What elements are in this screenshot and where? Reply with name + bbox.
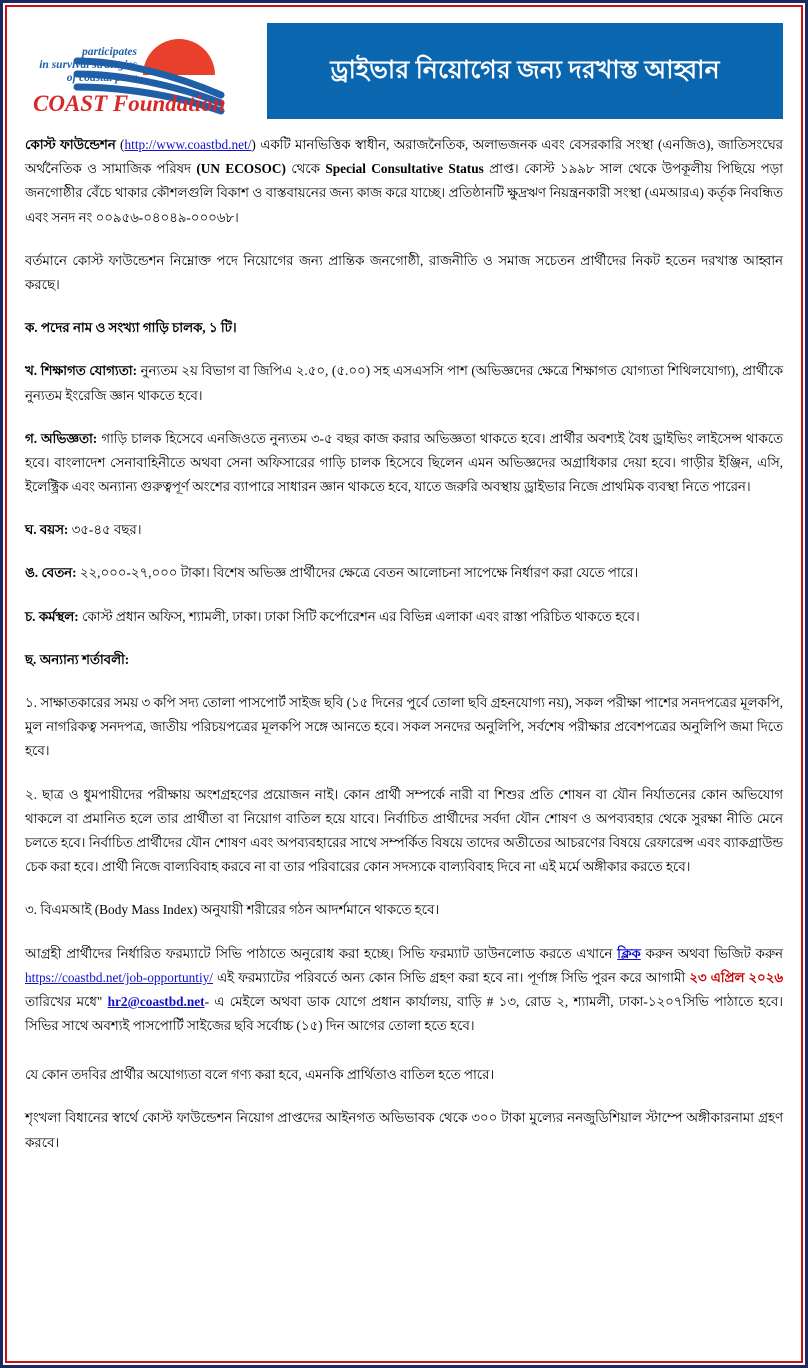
section-kha	[25, 359, 783, 407]
section-ga-label: গ. অভিজ্ঞতা:	[25, 430, 98, 446]
other-conditions-heading: ছ. অন্যান্য শর্তাবলী:	[25, 651, 130, 667]
spacer	[25, 1051, 783, 1063]
hr-email-link[interactable]: hr2@coastbd.net	[107, 993, 205, 1009]
logo-tagline-line3: of coastal poor	[66, 72, 137, 84]
logo-tagline-line2: in survival strategies	[39, 59, 137, 71]
condition-item-3-suffix: অনুযায়ী শরীরের গঠন আদর্শমানে থাকতে হবে।	[197, 902, 440, 918]
banner-title: ড্রাইভার নিয়োগের জন্য দরখাস্ত আহ্বান	[330, 57, 720, 84]
logo-tagline-line1: participates	[82, 46, 137, 58]
condition-item-3	[25, 898, 783, 922]
website-link[interactable]: http://www.coastbd.net/	[124, 137, 252, 152]
document-header	[25, 23, 783, 119]
application-text-a: আগ্রহী প্রার্থীদের নির্ধারিত ফরম্যাটে সিভি পাঠাতে অনুরোধ করা হচ্ছে। সিভি ফরম্যাট ডাউনলোড করতে এখানে	[25, 945, 618, 961]
intro-second-paragraph: বর্তমানে কোস্ট ফাউন্ডেশন নিম্নোক্ত পদে নিয়োগের জন্য প্রান্তিক জনগোষ্ঠী, রাজনীতি ও সমাজ সচেতন প্রার্থীদের নিকট হতেন দরখাস্ত আহ্বান করছে।	[25, 252, 783, 292]
section-ka-body: গাড়ি চালক, ১ টি।	[139, 320, 237, 336]
section-gha-body: ৩৫-৪৫ বছর।	[68, 522, 142, 538]
cv-format-download-link[interactable]: ক্লিক	[617, 945, 641, 961]
application-text-d: তারিখের মধে"	[25, 993, 108, 1009]
header-banner	[267, 23, 783, 119]
org-name: কোস্ট ফাউন্ডেশন	[25, 137, 116, 152]
condition-item-1: ১. সাক্ষাতকারের সময় ৩ কপি সদ্য তোলা পাসপোর্ট সাইজ ছবি (১৫ দিনের পুর্বে তোলা ছবি গ্রহনযোগ্য নয়), সকল পরীক্ষা পাশের সনদপত্রের মূলকপি, মুল নাগরিকত্ব সনদপত্র, জাতীয় পরিচয়পত্রের মূলকপি সঙ্গে আনতে হবে। সকল সনদের অনুলিপি, সর্বশেষ পরীক্ষার প্রবেশপত্রের অনুলিপি জমা দিতে হবে।	[25, 695, 783, 759]
coast-foundation-logo	[25, 23, 263, 119]
section-cha-label: চ. কর্মস্থল:	[25, 608, 79, 624]
section-ka	[25, 316, 783, 340]
footer-paragraph-1: যে কোন তদবির প্রার্থীর অযোগ্যতা বলে গণ্য করা হবে, এমনকি প্রার্থিতাও বাতিল হতে পারে।	[25, 1067, 495, 1083]
job-opportunity-url-link[interactable]: https://coastbd.net/job-opportuntiy/	[25, 969, 213, 985]
section-cha-body: কোস্ট প্রধান অফিস, শ্যামলী, ঢাকা। ঢাকা সিটি কর্পোরেশন এর বিভিন্ন এলাকা এবং রাস্তা পরিচিত থাকতে হবে।	[78, 608, 640, 624]
section-ga-body: গাড়ি চালক হিসেবে এনজিওতে নুন্যতম ৩-৫ বছর কাজ করার অভিজ্ঞতা থাকতে হবে। প্রার্থীর অবশ্যই বৈধ ড্রাইভিং লাইসেন্স থাকতে হবে। বাংলাদেশ সেনাবাহিনীতে অথবা সেনা অফিসারের গাড়ি চালক হিসেবে ছিলেন এমন অভিজ্ঞদের অগ্রাধিকার দেয়া হবে। গাড়ীর ইঞ্জিন, এসি, ইলেক্ট্রিক এবং অন্যান্য গুরুত্বপূর্ণ অংশের ব্যাপারে সাধারন জ্ঞান থাকতে হবে, যাতে জরুরি অবস্থায় ড্রাইভার নিজে প্রাথমিক ব্যবস্থা নিতে পারেন।	[25, 430, 784, 495]
section-ga	[25, 427, 783, 500]
section-gha	[25, 518, 783, 542]
un-ecosoc-label: (UN ECOSOC)	[196, 161, 286, 177]
section-kha-body: নুন্যতম ২য় বিভাগ বা জিপিএ ২.৫০, (৫.০০) সহ এসএসসি পাশ (অভিজ্ঞদের ক্ষেত্রে শিক্ষাগত যোগ্যতা শিথিলযোগ্য), প্রার্থীকে নুন্যতম ইংরেজি জ্ঞান থাকতে হবে।	[25, 363, 783, 403]
condition-item-2: ২. ছাত্র ও ধুমপায়ীদের পরীক্ষায় অংশগ্রহণের প্রয়োজন নাই। কোন প্রার্থী সম্পর্কে নারী বা শিশুর প্রতি শোষন বা যৌন নির্যাতনের কোন অভিযোগ থাকলে বা প্রমানিত হলে তার প্রার্থীতা বা নিয়োগ বাতিল হয়ে যাবে। নির্বাচিত প্রার্থীদের সর্বদা যৌন শোষণ ও অপব্যবহার থেকে সুরক্ষা নীতি মেনে চলতে হবে। নির্বাচিত প্রার্থীদের যৌন শোষণ এবং অপব্যবহারের সাথে সম্পর্কিত বিষয়ে তাদের অতীতের আচরণের বিষয়ে রেফারেন্স এবং ব্যাকগ্রাউন্ড চেক করা হবে। প্রার্থী নিজে বাল্যবিবাহ করবে না বা তার পরিবারের কোন সদস্যকে বাল্যবিবাহ দিবে না এই মর্মে অঙ্গীকার করতে হবে।	[25, 786, 783, 875]
condition-item-3-prefix: ৩. বিএমআই	[25, 902, 95, 918]
intro-paragraph	[25, 133, 783, 230]
section-uma-label: ঙ. বেতন:	[25, 565, 77, 581]
application-text-e: - এ মেইলে অথবা ডাক যোগে প্রধান কার্যালয়, বাড়ি # ১৩, রোড ২, শ্যামলী, ঢাকা-১২০৭সিভি পাঠাতে হবে। সিভির সাথে অবশ্যই পাসপোর্টি সাইজের ছবি সর্বোচ্চ (১৫) দিন আগের তোলা হতে হবে।	[25, 993, 783, 1034]
section-kha-label: খ. শিক্ষাগত যোগ্যতা:	[25, 363, 137, 379]
intro-open-paren: (	[115, 137, 125, 152]
intro-tail-text: প্রাপ্ত। কোস্ট ১৯৯৮ সাল থেকে উপকূলীয় পিছিয়ে পড়া জনগোষ্ঠীর বেঁচে থাকার কৌশলগুলি বিকাশ ও বাস্তবায়নের জন্য কাজ করে যাচ্ছে। প্রতিষ্ঠানটি ক্ষুদ্রঋণ নিয়ন্ত্রনকারী সংস্থা (এমআরএ) কর্তৃক নিবন্ধিত এবং সনদ নং ০০৯৫৬-০৪০৪৯-০০০৬৮।	[25, 161, 783, 225]
application-text-b: করুন অথবা ভিজিট করুন	[640, 945, 783, 961]
application-instructions	[25, 942, 783, 1039]
body-mass-index-label: (Body Mass Index)	[94, 902, 198, 918]
logo-graphic	[25, 23, 263, 119]
special-consultative-status: Special Consultative Status	[325, 161, 484, 177]
intro-mid-text: থেকে	[285, 161, 326, 177]
section-uma-body: ২২,০০০-২৭,০০০ টাকা। বিশেষ অভিজ্ঞ প্রার্থীদের ক্ষেত্রে বেতন আলোচনা সাপেক্ষে নির্ধারণ করা যেতে পারে।	[76, 565, 639, 581]
section-gha-label: ঘ. বয়স:	[25, 522, 69, 538]
intro-after-url: ) একটি মানভিত্তিক স্বাধীন, অরাজনৈতিক, অলাভজনক এবং বেসরকারি সংস্থা (এনজিও), জাতিসংঘের অর্থনৈতিক ও সামাজিক পরিষদ	[25, 137, 783, 177]
section-uma	[25, 561, 783, 585]
footer-paragraph-2: শৃংখলা বিধানের স্বার্থে কোস্ট ফাউন্ডেশন নিয়োগ প্রাপ্তদের আইনগত অভিভাবক থেকে ৩০০ টাকা মুল্যের ননজুডিশিয়াল স্টাম্পে অঙ্গীকারনামা গ্রহণ করবে।	[25, 1110, 783, 1150]
section-cha	[25, 605, 783, 629]
document-page-inner	[5, 5, 803, 1363]
logo-wordmark: COAST Foundation	[33, 91, 226, 116]
application-deadline: ২৩ এপ্রিল ২০২৬	[689, 969, 783, 985]
application-text-c: এই ফরম্যাটের পরিবর্তে অন্য কোন সিভি গ্রহণ করা হবে না। পূর্ণাঙ্গ সিভি পুরন করে আগামী	[213, 969, 690, 985]
section-ka-label: ক. পদের নাম ও সংখ্যা	[25, 320, 140, 336]
document-content	[25, 133, 783, 1155]
